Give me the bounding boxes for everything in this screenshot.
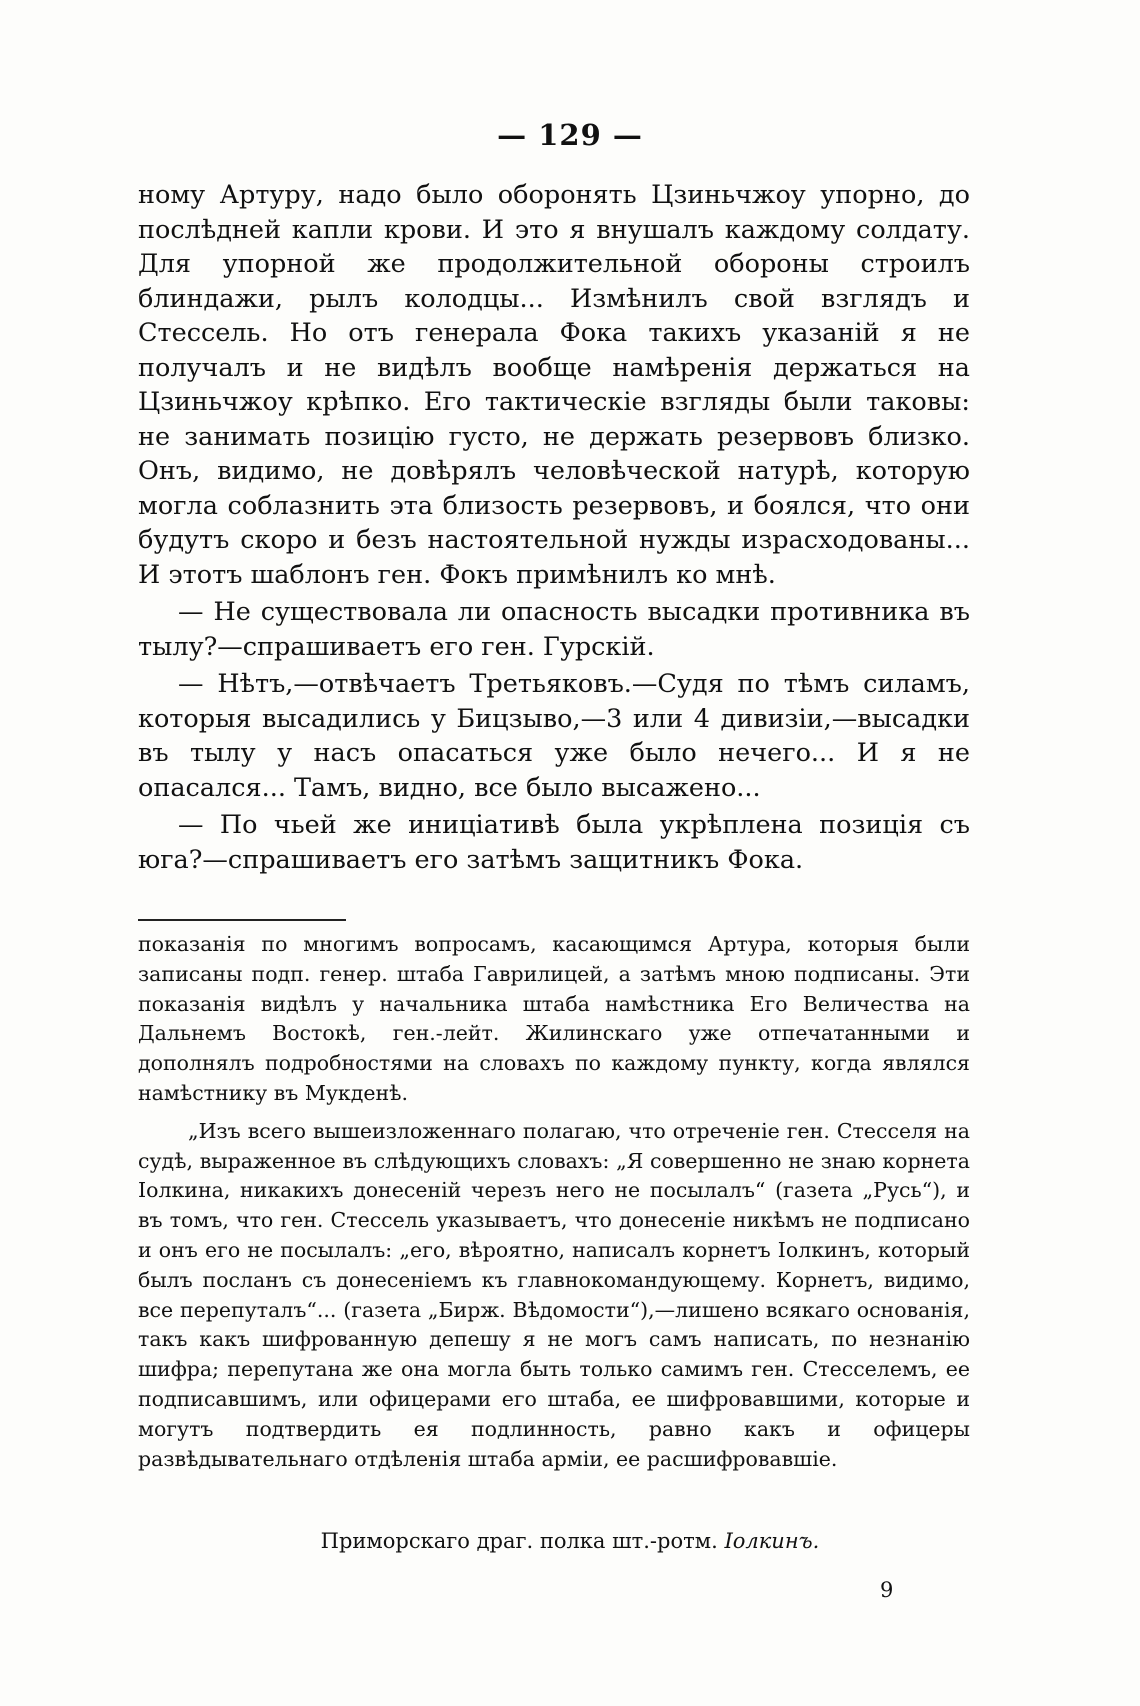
signature-mark: 9 <box>880 1578 894 1602</box>
page-number: — 129 — <box>497 118 643 152</box>
footnote-divider <box>138 919 346 921</box>
body-paragraph: — По чьей же иниціативѣ была укрѣплена позиція съ юга?—спрашиваетъ его затѣмъ защитникъ Фока. <box>138 810 970 875</box>
body-paragraph: — Нѣтъ,—отвѣчаетъ Третьяковъ.—Судя по тѣмъ силамъ, которыя высадились у Бицзыво,—3 или 4 дивизіи,—высадки въ тылу у насъ опасаться уже было нечего... И я не опасался... Тамъ, видно, все было высажено... <box>138 669 970 803</box>
signature-name: Іолкинъ. <box>724 1529 820 1553</box>
footnote-text <box>138 930 970 1482</box>
signature-prefix: Приморскаго драг. полка шт.-ротм. <box>320 1529 718 1553</box>
main-text <box>138 178 970 880</box>
footnote-paragraph: показанія по многимъ вопросамъ, касающимся Артура, которыя были записаны подп. генер. штаба Гаврилицей, а затѣмъ мною подписаны. Эти показанія видѣлъ у начальника штаба намѣстника Его Величества на Дальнемъ Востокѣ, ген.-лейт. Жилинскаго уже отпечатанными и дополнялъ подробностями на словахъ по каждому пункту, когда являлся намѣстнику въ Мукденѣ. <box>138 932 970 1105</box>
body-paragraph: — Не существовала ли опасность высадки противника въ тылу?—спрашиваетъ его ген. Гурскій. <box>138 597 970 662</box>
signature-line <box>0 1529 1140 1553</box>
footnote-paragraph: „Изъ всего вышеизложеннаго полагаю, что отреченіе ген. Стесселя на судѣ, выраженное въ слѣдующихъ словахъ: „Я совершенно не знаю корнета Іолкина, никакихъ донесеній черезъ него не посылалъ“ (газета „Русь“), и въ томъ, что ген. Стессель указываетъ, что донесеніе никѣмъ не подписано и онъ его не посылалъ: „его, вѣроятно, написалъ корнетъ Іолкинъ, который былъ посланъ съ донесеніемъ къ главнокомандующему. Корнетъ, видимо, все перепуталъ“... (газета „Бирж. Вѣдомости“),—лишено всякаго основанія, такъ какъ шифрованную депешу я не могъ самъ написать, по незнанію шифра; перепутана же она могла быть только самимъ ген. Стесселемъ, ее подписавшимъ, или офицерами его штаба, ее шифровавшими, которые и могутъ подтвердить ея подлинность, равно какъ и офицеры развѣдывательнаго отдѣленія штаба арміи, ее расшифровавшіе. <box>138 1118 970 1471</box>
body-paragraph: ному Артуру, надо было оборонять Цзиньчжоу упорно, до послѣдней капли крови. И это я внушалъ каждому солдату. Для упорной же продолжительной обороны строилъ блиндажи, рылъ колодцы... Измѣнилъ свой взглядъ и Стессель. Но отъ генерала Фока такихъ указаній я не получалъ и не видѣлъ вообще намѣренія держаться на Цзиньчжоу крѣпко. Его тактическіе взгляды были таковы: не занимать позицію густо, не держать резервовъ близко. Онъ, видимо, не довѣрялъ человѣческой натурѣ, которую могла соблазнить эта близость резервовъ, и боялся, что они будутъ скоро и безъ настоятельной нужды израсходованы... И этотъ шаблонъ ген. Фокъ примѣнилъ ко мнѣ. <box>138 180 970 590</box>
